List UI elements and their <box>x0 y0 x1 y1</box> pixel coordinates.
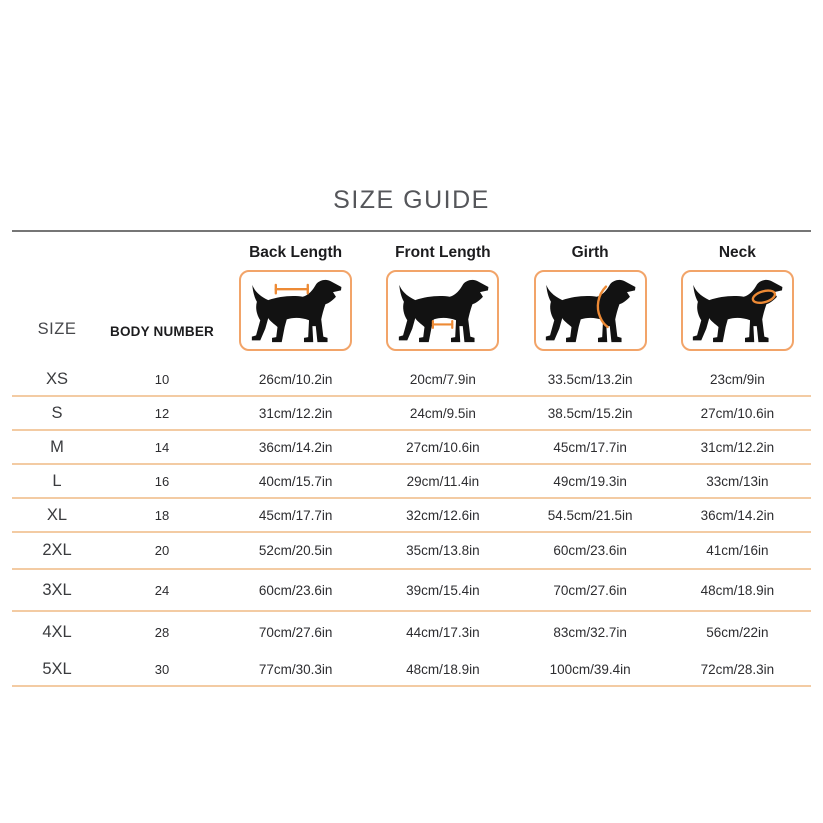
table-row <box>12 363 811 397</box>
neck-cell: 48cm/18.9in <box>700 582 775 598</box>
table-header-row <box>12 232 811 363</box>
girth-cell: 70cm/27.6in <box>553 582 627 598</box>
neck-cell: 31cm/12.2in <box>700 439 775 455</box>
table-row <box>12 431 811 465</box>
size-cell: XL <box>46 505 68 524</box>
back-length-cell: 36cm/14.2in <box>258 439 333 455</box>
front-length-cell: 39cm/15.4in <box>406 582 480 598</box>
neck-cell: 72cm/28.3in <box>700 661 775 677</box>
front-length-cell: 48cm/18.9in <box>406 661 480 677</box>
table-row <box>12 653 811 687</box>
table-row <box>12 397 811 431</box>
table-row <box>12 533 811 570</box>
front-length-cell: 35cm/13.8in <box>406 543 480 558</box>
back-length-cell: 40cm/15.7in <box>258 473 333 489</box>
front-length-cell: 27cm/10.6in <box>406 439 480 455</box>
neck-cell: 33cm/13in <box>706 473 769 489</box>
back-length-cell: 45cm/17.7in <box>258 507 333 523</box>
girth-cell: 33.5cm/13.2in <box>547 371 633 387</box>
girth-cell: 49cm/19.3in <box>553 473 627 489</box>
size-cell: 2XL <box>42 541 72 559</box>
back-length-cell: 70cm/27.6in <box>258 625 333 640</box>
girth-cell: 45cm/17.7in <box>553 439 627 455</box>
column-neck <box>664 244 811 351</box>
front-length-header: Front Length <box>395 244 491 261</box>
front-length-cell: 32cm/12.6in <box>406 507 480 523</box>
front-length-cell: 24cm/9.5in <box>409 405 476 421</box>
back-length-header: Back Length <box>249 244 343 261</box>
front-length-cell: 44cm/17.3in <box>406 625 480 640</box>
dog-neck-icon <box>681 270 794 351</box>
girth-cell: 60cm/23.6in <box>553 543 627 558</box>
body-number-cell: 30 <box>154 661 170 677</box>
table-row <box>12 570 811 612</box>
back-length-cell: 60cm/23.6in <box>258 582 333 598</box>
body-number-cell: 24 <box>154 582 170 598</box>
girth-cell: 83cm/32.7in <box>553 625 627 640</box>
column-front-length <box>369 244 516 351</box>
page-title: SIZE GUIDE <box>333 186 490 214</box>
column-girth <box>517 244 664 351</box>
size-cell: XS <box>45 369 68 388</box>
table-row <box>12 499 811 533</box>
dog-front-length-icon <box>386 270 499 351</box>
girth-cell: 54.5cm/21.5in <box>547 507 633 523</box>
body-number-cell: 10 <box>154 371 170 387</box>
neck-cell: 36cm/14.2in <box>700 507 775 523</box>
size-cell: 3XL <box>42 580 72 599</box>
size-column-header: SIZE <box>37 320 77 338</box>
body-number-cell: 18 <box>154 507 170 523</box>
body-number-cell: 20 <box>154 543 170 558</box>
body-number-column-header: BODY NUMBER <box>110 324 214 339</box>
back-length-cell: 52cm/20.5in <box>258 543 333 558</box>
front-length-cell: 29cm/11.4in <box>406 473 480 489</box>
front-length-cell: 20cm/7.9in <box>409 371 476 387</box>
girth-cell: 100cm/39.4in <box>549 661 631 677</box>
body-number-cell: 12 <box>154 405 170 421</box>
body-number-cell: 16 <box>154 473 170 489</box>
dog-girth-icon <box>534 270 647 351</box>
neck-cell: 56cm/22in <box>706 625 769 640</box>
body-number-cell: 14 <box>154 439 170 455</box>
neck-cell: 41cm/16in <box>706 543 769 558</box>
dog-back-length-icon <box>239 270 352 351</box>
body-number-cell: 28 <box>154 625 170 640</box>
back-length-cell: 31cm/12.2in <box>258 405 333 421</box>
size-cell: L <box>52 471 62 490</box>
column-back-length <box>222 244 369 351</box>
back-length-cell: 26cm/10.2in <box>258 371 333 387</box>
size-table <box>12 232 811 687</box>
neck-cell: 23cm/9in <box>709 371 765 387</box>
neck-header: Neck <box>718 244 756 261</box>
size-cell: 5XL <box>42 659 72 678</box>
back-length-cell: 77cm/30.3in <box>258 661 333 677</box>
girth-cell: 38.5cm/15.2in <box>547 405 633 421</box>
table-row <box>12 612 811 653</box>
girth-header: Girth <box>571 244 609 261</box>
size-cell: S <box>51 403 63 422</box>
size-cell: M <box>50 437 64 456</box>
table-row <box>12 465 811 499</box>
size-cell: 4XL <box>42 623 72 641</box>
neck-cell: 27cm/10.6in <box>700 405 775 421</box>
